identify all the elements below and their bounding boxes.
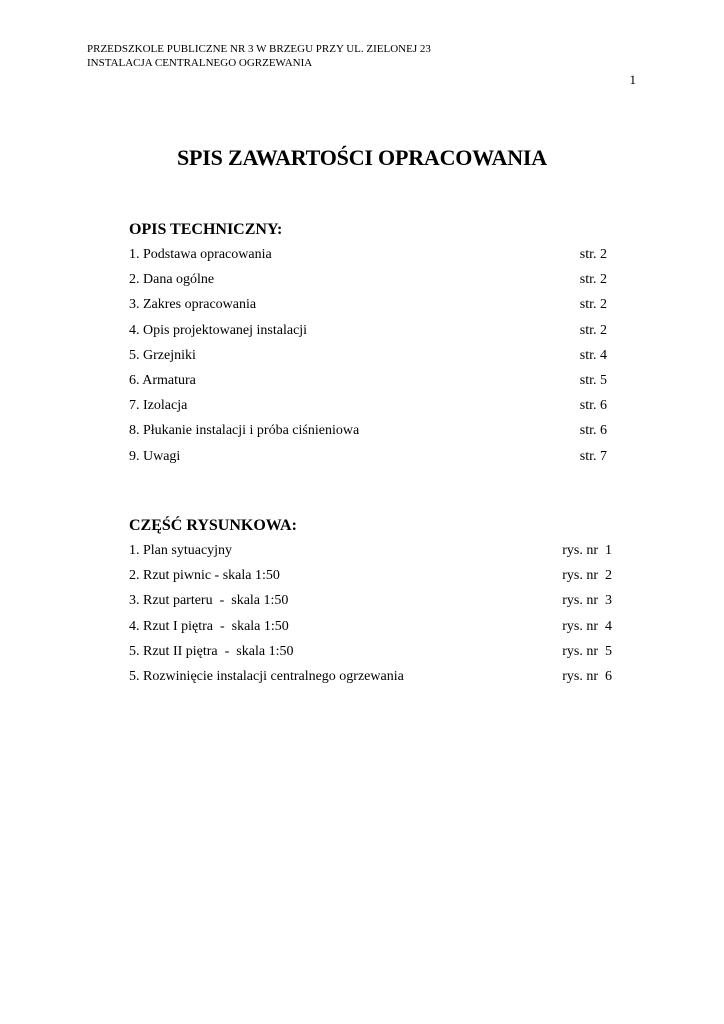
toc-entry-label: 3. Rzut parteru - skala 1:50 bbox=[129, 593, 289, 609]
toc-entry-label: 4. Opis projektowanej instalacji bbox=[129, 322, 308, 338]
toc-entry-label: 4. Rzut I piętra - skala 1:50 bbox=[129, 618, 289, 634]
toc-entry bbox=[129, 296, 613, 321]
toc-entry bbox=[129, 542, 613, 567]
toc-entry-page: str. 2 bbox=[579, 322, 607, 338]
toc-entry-label: 5. Rzut II piętra - skala 1:50 bbox=[129, 643, 294, 659]
toc-entry-page: str. 2 bbox=[579, 297, 607, 313]
section-heading: CZĘŚĆ RYSUNKOWA: bbox=[129, 517, 297, 534]
toc-entry-label: 3. Zakres opracowania bbox=[129, 297, 257, 313]
toc-entry bbox=[129, 422, 613, 447]
toc-entry bbox=[129, 618, 613, 643]
toc-entry bbox=[129, 322, 613, 347]
toc-entry-drawing-number: rys. nr 4 bbox=[562, 618, 612, 634]
toc-entry-label: 2. Rzut piwnic - skala 1:50 bbox=[129, 568, 280, 584]
toc-entry bbox=[129, 567, 613, 592]
toc-entry-page: str. 2 bbox=[579, 247, 607, 262]
toc-entry-page: str. 2 bbox=[579, 272, 607, 288]
toc-entry bbox=[129, 592, 613, 617]
toc-entry-page: str. 6 bbox=[579, 423, 607, 439]
toc-entry-label: 1. Plan sytuacyjny bbox=[129, 543, 233, 558]
running-header bbox=[87, 42, 431, 70]
header-line-installation: INSTALACJA CENTRALNEGO OGRZEWANIA bbox=[87, 57, 313, 69]
toc-entry-label: 2. Dana ogólne bbox=[129, 272, 215, 288]
header-line-institution: PRZEDSZKOLE PUBLICZNE NR 3 W BRZEGU PRZY UL. ZIELONEJ 23 bbox=[87, 43, 431, 55]
toc-entry-label: 6. Armatura bbox=[129, 372, 196, 388]
toc-entry-drawing-number: rys. nr 1 bbox=[562, 543, 612, 558]
page-number: 1 bbox=[629, 72, 636, 87]
toc-entry-drawing-number: rys. nr 6 bbox=[562, 668, 612, 684]
section-technical-description bbox=[129, 219, 613, 473]
toc-entry-page: str. 7 bbox=[579, 448, 607, 464]
document-title: SPIS ZAWARTOŚCI OPRACOWANIA bbox=[177, 145, 547, 170]
toc-entry-page: str. 6 bbox=[579, 398, 607, 414]
toc-entry bbox=[129, 448, 613, 473]
toc-entry-label: 5. Grzejniki bbox=[129, 347, 196, 363]
toc-entry-label: 9. Uwagi bbox=[129, 448, 181, 464]
toc-entry-page: str. 5 bbox=[579, 372, 607, 388]
toc-entry bbox=[129, 643, 613, 668]
toc-entry-drawing-number: rys. nr 2 bbox=[562, 568, 612, 584]
toc-entry-drawing-number: rys. nr 3 bbox=[562, 593, 612, 609]
toc-entry bbox=[129, 246, 613, 271]
section-drawings bbox=[129, 515, 613, 693]
toc-entry bbox=[129, 372, 613, 397]
toc-entry bbox=[129, 668, 613, 693]
toc-entry bbox=[129, 271, 613, 296]
toc-entry-drawing-number: rys. nr 5 bbox=[562, 643, 612, 659]
toc-entry bbox=[129, 347, 613, 372]
toc-entry-label: 5. Rozwinięcie instalacji centralnego ogrzewania bbox=[129, 668, 404, 684]
toc-entry-page: str. 4 bbox=[579, 347, 607, 363]
toc-entry-label: 1. Podstawa opracowania bbox=[129, 247, 272, 262]
toc-entry bbox=[129, 397, 613, 422]
section-heading: OPIS TECHNICZNY: bbox=[129, 221, 283, 238]
toc-entry-label: 7. Izolacja bbox=[129, 398, 188, 414]
toc-entry-label: 8. Płukanie instalacji i próba ciśnieniowa bbox=[129, 423, 360, 439]
